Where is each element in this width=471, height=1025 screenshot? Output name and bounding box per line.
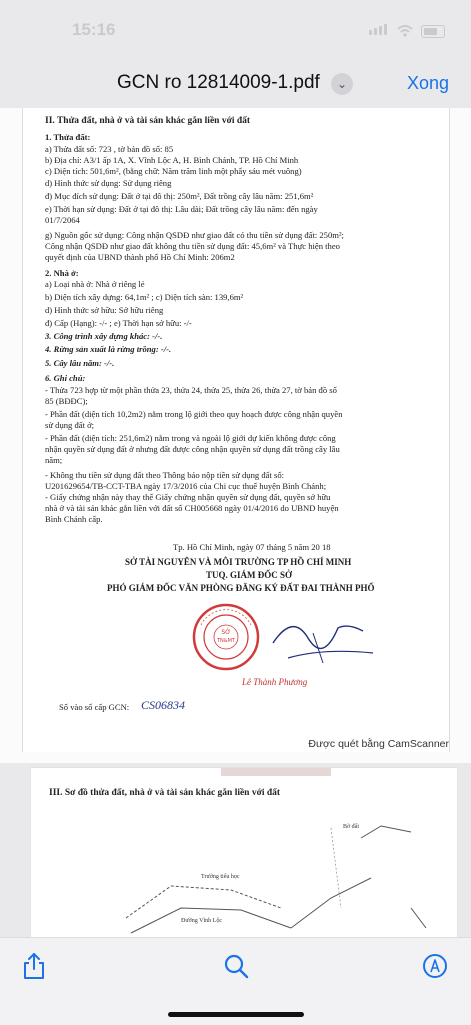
note-line: U201629654/TB-CCT-TBA ngày 17/3/2016 của Chi cục thuế huyện Bình Chánh; — [45, 481, 327, 491]
page2-section-title: III. Sơ đồ thửa đất, nhà ở và tài sản khác gắn liền với đất — [49, 788, 281, 798]
note-line: nhà ở và tài sản khác gắn liền với đất số CH005668 ngày 01/4/2016 do UBND huyện — [45, 503, 339, 513]
land-line: quyết định của UBND thành phố Hồ Chí Minh: 206m2 — [45, 252, 235, 262]
search-button[interactable] — [220, 950, 252, 982]
done-button[interactable]: Xong — [406, 73, 449, 93]
serial-label: Số vào sổ cấp GCN: — [59, 702, 130, 712]
land-line: Công nhận QSDĐ như giao đất không thu tiền sử dụng đất: 45,6m² và Thực hiện theo — [45, 241, 340, 251]
other-line: 4. Rừng sản xuất là rừng trồng: -/-. — [45, 344, 172, 354]
markup-icon — [422, 953, 448, 979]
pdf-page-2 — [30, 767, 458, 939]
share-button[interactable] — [18, 950, 50, 982]
battery-icon — [421, 25, 445, 38]
map-label: Trường tiểu học — [201, 874, 240, 880]
navigation-bar — [0, 60, 471, 108]
home-indicator[interactable] — [168, 1012, 304, 1017]
section-title: II. Thửa đất, nhà ở và tài sản khác gắn liền với đất — [45, 116, 251, 126]
note-line: - Thửa 723 hợp từ một phần thửa 23, thửa 24, thửa 25, thửa 26, thửa 27, tờ bản đồ số — [45, 385, 337, 395]
note-line: nhận quyền sử dụng đất ở nhưng đất được công nhận quyền sử dụng đất trồng cây lâu — [45, 444, 340, 454]
chevron-down-icon[interactable]: ⌄ — [331, 73, 353, 95]
signer-name: Lê Thành Phương — [242, 677, 308, 687]
house-line: d) Hình thức sở hữu: Sở hữu riêng — [45, 305, 164, 315]
land-line: a) Thửa đất số: 723 , tờ bản đồ số: 85 — [45, 144, 174, 154]
note-line: sử dụng đất ở; — [45, 420, 95, 430]
signal-icon — [369, 22, 389, 40]
land-line: c) Diện tích: 501,6m², (bằng chữ: Năm trăm linh một phẩy sáu mét vuông) — [45, 166, 302, 176]
map-label: Bờ đất — [343, 824, 360, 830]
land-line: đ) Mục đích sử dụng: Đất ở tại đô thị: 250m², Đất trồng cây lâu năm: 251,6m² — [45, 191, 314, 201]
serial-number: CS06834 — [141, 698, 186, 712]
svg-text:TN&MT: TN&MT — [216, 638, 236, 644]
svg-text:SỞ: SỞ — [221, 629, 231, 636]
note-line: - Không thu tiền sử dụng đất theo Thông báo nộp tiền sử dụng đất số: — [45, 470, 285, 480]
land-line: e) Thời hạn sử dụng: Đất ở tại đô thị: Lâu dài; Đất trồng cây lâu năm: đến ngày — [45, 204, 318, 214]
status-icons — [369, 22, 445, 40]
house-line: đ) Cấp (Hạng): -/- ; e) Thời hạn sở hữu: -/- — [45, 318, 192, 328]
search-icon — [223, 953, 249, 979]
certificate-document — [22, 108, 450, 752]
house-line: b) Diện tích xây dựng: 64,1m² ; c) Diện tích sàn: 139,6m² — [45, 292, 244, 302]
pdf-page-1 — [0, 108, 471, 763]
land-line: g) Nguồn gốc sử dụng: Công nhận QSDĐ như giao đất có thu tiền sử dụng đất: 250m²; — [45, 230, 344, 240]
signature-icon — [253, 603, 393, 673]
note-line: 85 (BĐĐC); — [45, 396, 88, 406]
house-line: a) Loại nhà ở: Nhà ở riêng lẻ — [45, 279, 145, 289]
wifi-icon — [397, 25, 413, 37]
land-line: d) Hình thức sử dụng: Sử dụng riêng — [45, 178, 172, 188]
markup-button[interactable] — [419, 950, 451, 982]
camscanner-watermark: Được quét bằng CamScanner — [308, 738, 449, 750]
notes-heading: 6. Ghi chú: — [45, 373, 86, 383]
other-line: 3. Công trình xây dựng khác: -/-. — [45, 331, 163, 341]
bottom-toolbar — [0, 937, 471, 1025]
note-line: - Giấy chứng nhận này thay thế Giấy chứng nhận quyền sử dụng đất, quyền sở hữu — [45, 492, 331, 502]
note-line: - Phần đất (diện tích 10,2m2) nằm trong lộ giới theo quy hoạch được công nhận quyền — [45, 409, 343, 419]
date-line: Tp. Hồ Chí Minh, ngày 07 tháng 5 năm 20 18 — [173, 542, 331, 552]
land-line: 01/7/2064 — [45, 215, 80, 225]
land-heading: 1. Thửa đất: — [45, 132, 91, 142]
note-line: năm; — [45, 455, 63, 465]
authority-delegation: TUQ. GIÁM ĐỐC SỞ — [206, 570, 293, 580]
share-icon — [22, 952, 46, 980]
status-time: 15:16 — [72, 20, 116, 39]
map-label: Đường Vĩnh Lộc — [181, 918, 222, 924]
authority-name: SỞ TÀI NGUYÊN VÀ MÔI TRƯỜNG TP HỒ CHÍ MINH — [125, 557, 352, 567]
official-stamp-icon — [191, 600, 261, 674]
house-heading: 2. Nhà ở: — [45, 268, 79, 278]
note-line: - Phần đất (diện tích: 251,6m2) nằm trong và ngoài lộ giới dự kiến không được công — [45, 433, 336, 443]
land-plot-map — [31, 768, 457, 938]
note-line: Bình Chánh cấp. — [45, 514, 103, 524]
document-title[interactable]: GCN ro 12814009-1.pdf — [117, 72, 320, 93]
authority-title: PHÓ GIÁM ĐỐC VĂN PHÒNG ĐĂNG KÝ ĐẤT ĐAI THÀNH PHỐ — [107, 583, 375, 593]
other-line: 5. Cây lâu năm: -/-. — [45, 358, 115, 368]
land-line: b) Địa chỉ: A3/1 ấp 1A, X. Vĩnh Lộc A, H. Bình Chánh, TP. Hồ Chí Minh — [45, 155, 299, 165]
status-bar — [0, 0, 471, 60]
